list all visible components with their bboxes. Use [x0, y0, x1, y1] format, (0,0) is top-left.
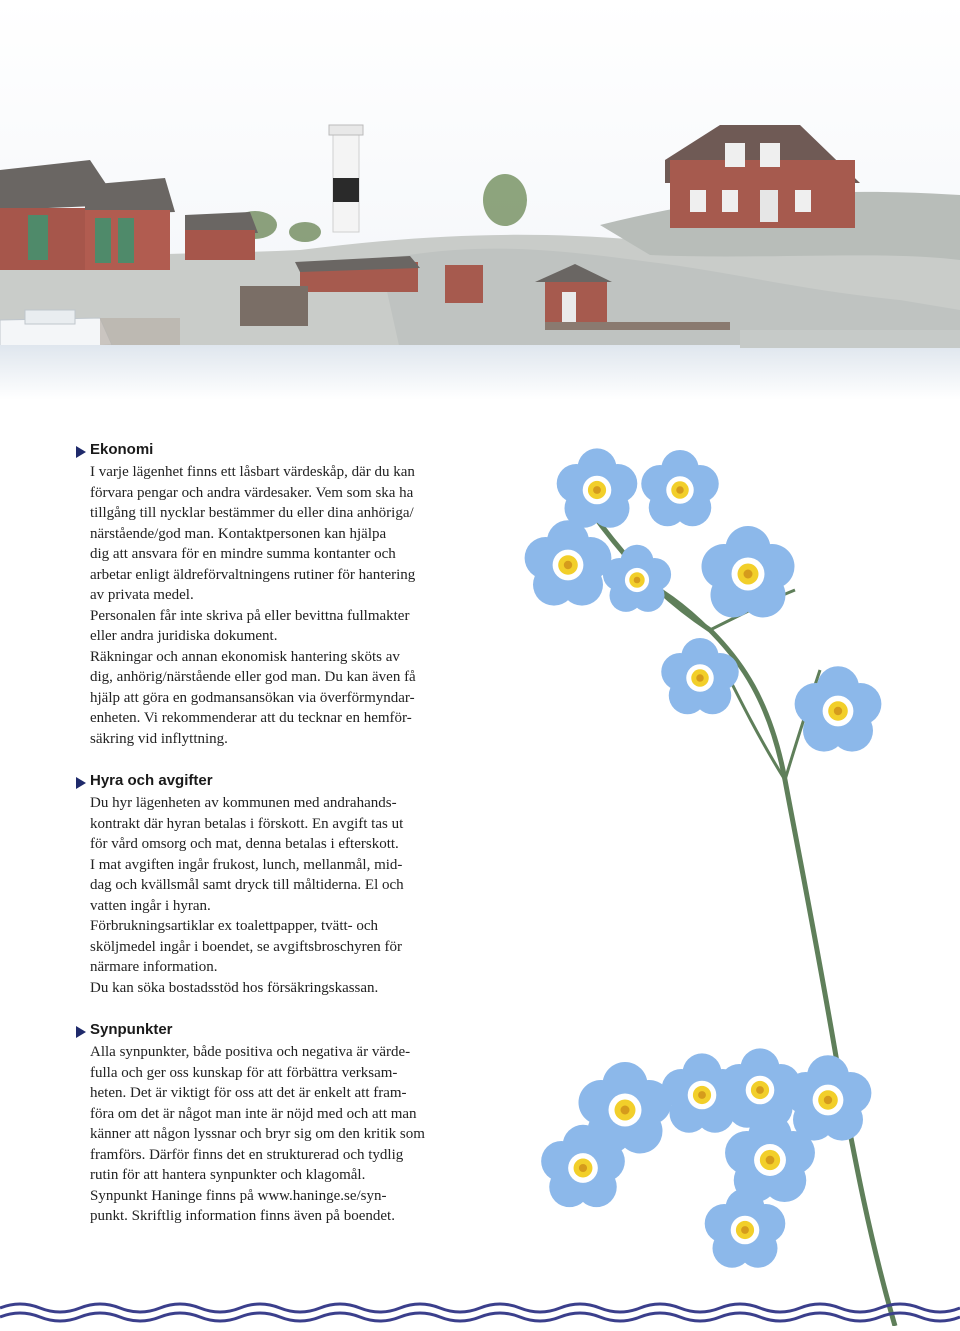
paragraph: Räkningar och annan ekonomisk hantering sköts av dig, anhörig/närstående eller god man. Du kan även få hjälp att göra en godmansansökan via överförmyndar- enheten. Vi rekommenderar att du tecknar en hemför- säkring vid inflyttning. — [90, 648, 416, 747]
section-heading — [90, 1020, 460, 1040]
section-marker-icon — [76, 444, 86, 456]
section-heading-text: Hyra och avgifter — [90, 772, 213, 789]
section-heading-text: Synpunkter — [90, 1021, 173, 1038]
paragraph: Personalen får inte skriva på eller bevittna fullmakter eller andra juridiska dokument. — [90, 607, 410, 644]
section-synpunkter — [90, 1020, 460, 1227]
paragraph: Du kan söka bostadsstöd hos försäkringskassan. — [90, 979, 379, 996]
paragraph: Förbrukningsartiklar ex toalettpapper, tvätt- och sköljmedel ingår i boendet, se avgiftsbroschyren för närmare information. — [90, 918, 402, 975]
section-hyra-och-avgifter — [90, 771, 460, 998]
paragraph: Alla synpunkter, både positiva och negativa är värde- fulla och ger oss kunskap för att förbättra verksam- heten. Det är viktigt för oss att det är enkelt att fram- föra om det är något man inte är nöjd med och att man känner att någon lyssnar och bryr sig om den kritik som framförs. Därför finns det en strukturerad och tydlig rutin för att hantera synpunkter och klagomål. Synpunkt Haninge finns på www.haninge.se/syn- punkt. Skriftlig information finns även på boendet. — [90, 1044, 425, 1224]
section-marker-icon — [76, 775, 86, 787]
wave-border — [0, 1300, 960, 1326]
paragraph: Du hyr lägenheten av kommunen med andrahands- kontrakt där hyran betalas i förskott. En avgift tas ut för vård omsorg och mat, denna betalas i efterskott. — [90, 795, 404, 852]
section-ekonomi — [90, 440, 460, 749]
section-marker-icon — [76, 1024, 86, 1036]
section-heading — [90, 440, 460, 460]
harbor-photo — [0, 0, 960, 400]
main-text — [90, 440, 460, 1249]
paragraph: I varje lägenhet finns ett låsbart värdeskåp, där du kan förvara pengar och andra värdesaker. Vem som ska ha tillgång till nycklar bestämmer du eller dina anhöriga/ närstående/god man. Kontaktpersonen kan hjälpa dig att ansvara för en mindre summa kontanter och arbetar enligt äldreförvaltningens rutiner för hantering av privata medel. — [90, 464, 416, 603]
section-heading — [90, 771, 460, 791]
forget-me-not-illustration — [440, 400, 960, 1326]
section-heading-text: Ekonomi — [90, 441, 154, 458]
paragraph: I mat avgiften ingår frukost, lunch, mellanmål, mid- dag och kvällsmål samt dryck till måltiderna. El och vatten ingår i hyran. — [90, 856, 404, 914]
